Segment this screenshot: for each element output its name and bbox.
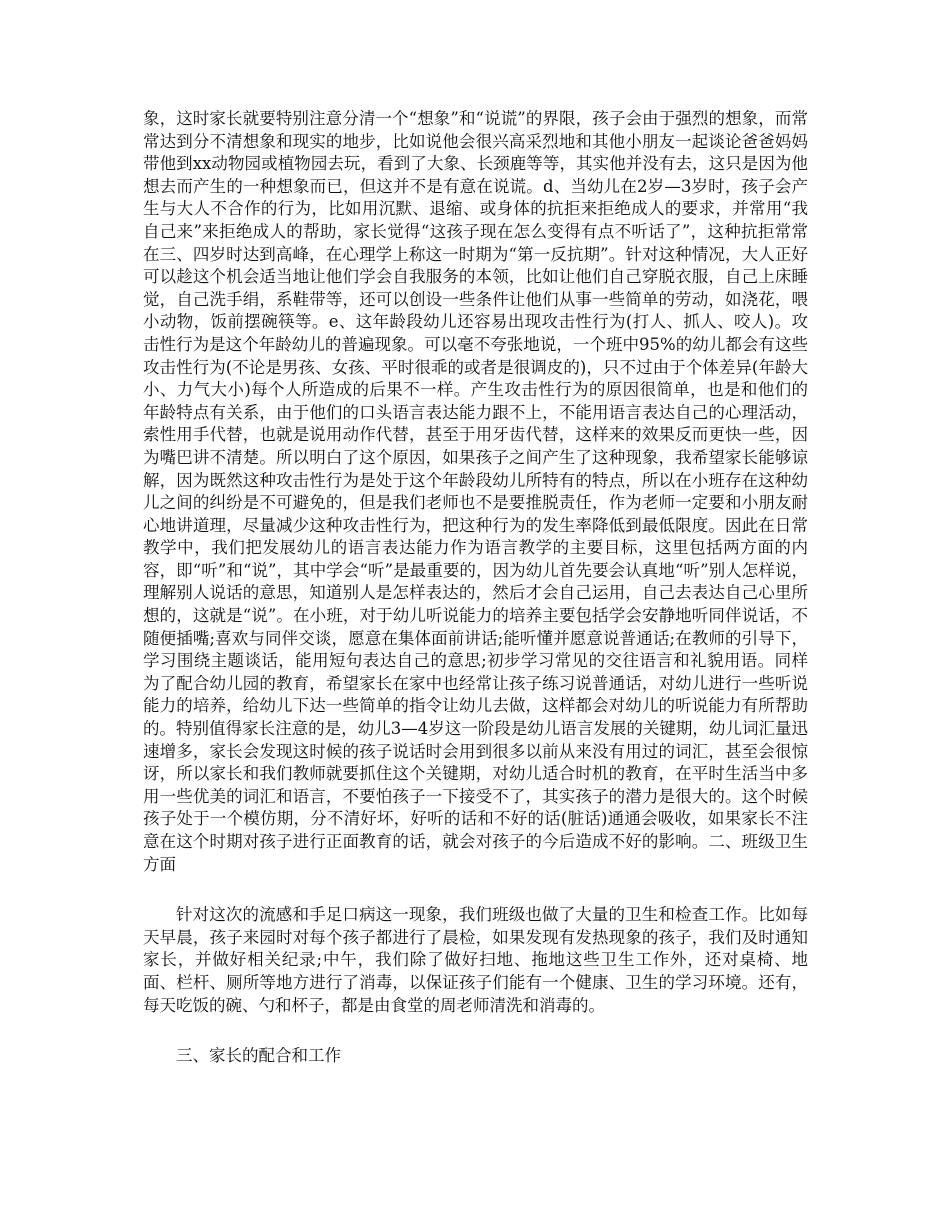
document-body <box>143 108 808 1068</box>
paragraph-class-hygiene: 针对这次的流感和手足口病这一现象，我们班级也做了大量的卫生和检查工作。比如每天早晨，孩子来园时对每个孩子都进行了晨检，如果发现有发热现象的孩子，我们及时通知家长，并做好相关纪录;中午，我们除了做好扫地、拖地这些卫生工作外，还对桌椅、地面、栏杆、厕所等地方进行了消毒，以保证孩子们能有一个健康、卫生的学习环境。还有，每天吃饭的碗、勺和杯子，都是由食堂的周老师清洗和消毒的。 <box>143 905 808 1015</box>
section-heading-parent-cooperation: 三、家长的配合和工作 <box>176 1046 341 1066</box>
paragraph-language-development: 象，这时家长就要特别注意分清一个“想象”和“说谎”的界限，孩子会由于强烈的想象，而常常达到分不清想象和现实的地步，比如说他会很兴高采烈地和其他小朋友一起谈论爸爸妈妈带他到xx动物园或植物园去玩，看到了大象、长颈鹿等等，其实他并没有去，这只是因为他想去而产生的一种想象而已，但这并不是有意在说谎。d、当幼儿在2岁—3岁时，孩子会产生与大人不合作的行为，比如用沉默、退缩、或身体的抗拒来拒绝成人的要求，并常用“我自己来”来拒绝成人的帮助，家长觉得“这孩子现在怎么变得有点不听话了”，这种抗拒常常在三、四岁时达到高峰，在心理学上称这一时期为“第一反抗期”。针对这种情况，大人正好可以趁这个机会适当地让他们学会自我服务的本领，比如让他们自己穿脱衣服，自己上床睡觉，自己洗手绢，系鞋带等，还可以创设一些条件让他们从事一些简单的劳动，如浇花，喂小动物，饭前摆碗筷等。e、这年龄段幼儿还容易出现攻击性行为(打人、抓人、咬人)。攻击性行为是这个年龄幼儿的普遍现象。可以毫不夸张地说，一个班中95%的幼儿都会有这些攻击性行为(不论是男孩、女孩、平时很乖的或者是很调皮的)，只不过由于个体差异(年龄大小、力气大小)每个人所造成的后果不一样。产生攻击性行为的原因很简单，也是和他们的年龄特点有关系，由于他们的口头语言表达能力跟不上，不能用语言表达自己的心理活动，索性用手代替，也就是说用动作代替，甚至于用牙齿代替，这样来的效果反而更快一些，因为嘴巴讲不清楚。所以明白了这个原因，如果孩子之间产生了这种现象，我希望家长能够谅解，因为既然这种攻击性行为是处于这个年龄段幼儿所特有的特点，所以在小班存在这种幼儿之间的纠纷是不可避免的，但是我们老师也不是要推脱责任，作为老师一定要和小朋友耐心地讲道理，尽量减少这种攻击性行为，把这种行为的发生率降低到最低限度。因此在日常教学中，我们把发展幼儿的语言表达能力作为语言教学的主要目标，这里包括两方面的内容，即“听”和“说”，其中学会“听”是最重要的，因为幼儿首先要会认真地“听”别人怎样说，理解别人说话的意思，知道别人是怎样表达的，然后才会自己运用，自己去表达自己心里所想的，这就是“说”。在小班，对于幼儿听说能力的培养主要包括学会安静地听同伴说话，不随便插嘴;喜欢与同伴交谈，愿意在集体面前讲话;能听懂并愿意说普通话;在教师的引导下，学习围绕主题谈话，能用短句表达自己的意思;初步学习常见的交往语言和礼貌用语。同样为了配合幼儿园的教育，希望家长在家中也经常让孩子练习说普通话，对幼儿进行一些听说能力的培养，给幼儿下达一些简单的指令让幼儿去做，这样都会对幼儿的听说能力有所帮助的。特别值得家长注意的是，幼儿3—4岁这一阶段是幼儿语言发展的关键期，幼儿词汇量迅速增多，家长会发现这时候的孩子说话时会用到很多以前从来没有用过的词汇，甚至会很惊讶，所以家长和我们教师就要抓住这个关键期，对幼儿适合时机的教育，在平时生活当中多用一些优美的词汇和语言，不要怕孩子一下接受不了，其实孩子的潜力是很大的。这个时候孩子处于一个模仿期，分不清好坏，好听的话和不好的话(脏话)通通会吸收，如果家长不注意在这个时期对孩子进行正面教育的话，就会对孩子的今后造成不好的影响。二、班级卫生方面 <box>143 109 808 874</box>
